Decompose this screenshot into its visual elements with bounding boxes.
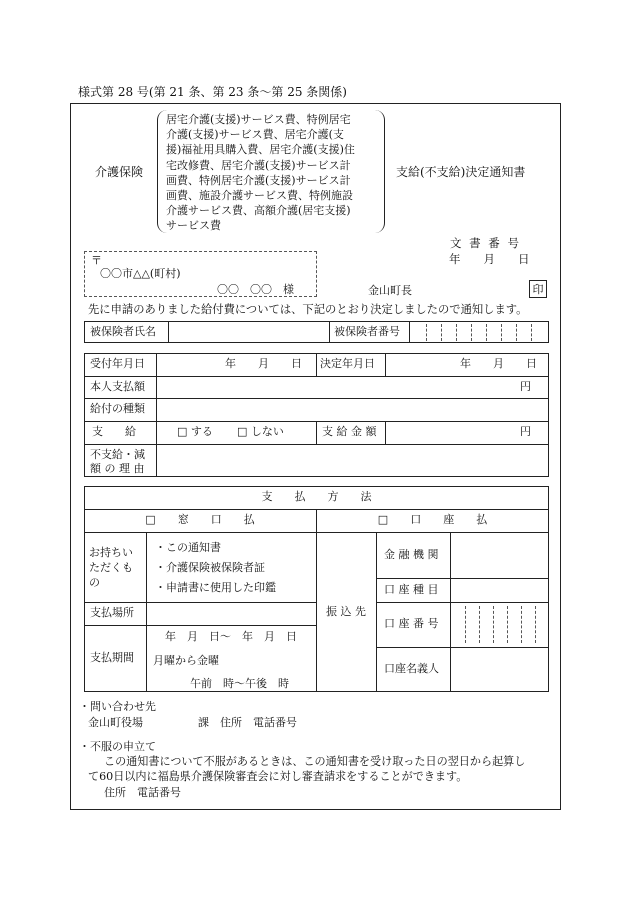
bring-label-line: ただくも <box>89 561 133 574</box>
self-pay-label: 本人支払額 <box>90 379 145 393</box>
payment-place-label: 支払場所 <box>90 606 134 620</box>
payment-method-header: 支 払 方 法 <box>261 490 372 504</box>
inquiry-heading: ・問い合わせ先 <box>79 700 156 713</box>
self-pay-yen: 円 <box>520 379 531 393</box>
objection-heading: ・不服の申立て <box>79 740 156 753</box>
objection-text-2: て60日以内に福島県介護保険審査会に対し審査請求をすることができます。 <box>88 770 468 783</box>
address-city: 〇〇市△△(町村) <box>100 267 181 280</box>
payment-label: 支 給 <box>92 425 136 439</box>
bring-item: ・この通知書 <box>155 541 221 554</box>
title-line: 宅改修費、居宅介護(支援)サービス計 <box>166 158 351 172</box>
insured-number-field[interactable] <box>410 322 548 342</box>
title-line: 画費、施設介護サービス費、特例施設 <box>166 189 353 203</box>
issuer: 金山町長 <box>368 284 412 297</box>
insured-number-label: 被保険者番号 <box>334 324 400 338</box>
bring-item: ・介護保険被保険者証 <box>155 561 265 574</box>
inquiry-contact: 金山町役場 課 住所 電話番号 <box>88 716 297 729</box>
payment-period-label: 支払期間 <box>90 651 134 665</box>
transfer-payment-option[interactable]: □ 口 座 払 <box>377 513 488 527</box>
payment-period-dates: 年 月 日〜 年 月 日 <box>165 630 297 643</box>
bring-label-line: お持ちい <box>89 546 133 559</box>
bring-items-label <box>89 545 133 590</box>
decided-date-value[interactable]: 年 月 日 <box>460 357 537 371</box>
reason-label <box>90 448 145 476</box>
intro-text: 先に申請のありました給付費については、下記のとおり決定しましたので通知します。 <box>88 303 528 316</box>
account-number-label: 口 座 番 号 <box>384 617 439 631</box>
reason-label-line: 額 の 理 由 <box>90 462 145 475</box>
account-number-field[interactable] <box>451 603 548 646</box>
transfer-destination-label: 振 込 先 <box>326 604 366 618</box>
bring-label-line: の <box>89 576 100 589</box>
title-line: 援)福祉用具購入費、居宅介護(支援)住 <box>166 143 355 157</box>
bring-items-list <box>155 538 276 598</box>
objection-text-1: この通知書について不服があるときは、この通知書を受け取った日の翌日から起算し <box>104 755 526 768</box>
decided-date-label: 決定年月日 <box>320 357 375 371</box>
form-number: 様式第 28 号(第 21 条、第 23 条〜第 25 条関係) <box>78 85 347 99</box>
account-holder-label: 口座名義人 <box>384 662 439 676</box>
title-line: 画費、特例居宅介護(支援)サービス計 <box>166 173 351 187</box>
title-line: 介護(支援)サービス費、居宅介護(支 <box>166 128 344 142</box>
benefit-type-label: 給付の種類 <box>90 402 145 416</box>
reason-label-line: 不支給・減 <box>90 448 145 461</box>
address-recipient: 〇〇 〇〇 様 <box>217 283 294 296</box>
payment-period-hours: 午前 時〜午後 時 <box>190 677 289 690</box>
account-type-label: 口 座 種 目 <box>384 582 439 596</box>
title-line: 居宅介護(支援)サービス費、特例居宅 <box>166 113 351 126</box>
title-left: 介護保険 <box>95 165 144 179</box>
bank-label: 金 融 機 関 <box>384 547 439 561</box>
title-right: 支給(不支給)決定通知書 <box>396 165 526 179</box>
insured-name-label: 被保険者氏名 <box>90 324 156 338</box>
doc-date: 年 月 日 <box>449 252 530 266</box>
received-date-value[interactable]: 年 月 日 <box>225 357 302 371</box>
title-service-list <box>166 112 355 234</box>
postal-mark: 〒 <box>91 254 102 267</box>
received-date-label: 受付年月日 <box>90 357 145 371</box>
title-line: 介護サービス費、高額介護(居宅支援) <box>166 204 351 218</box>
payment-option-yes[interactable]: □ する <box>177 425 213 439</box>
bring-item: ・申請書に使用した印鑑 <box>155 581 276 594</box>
payment-amount-label: 支 給 金 額 <box>322 425 377 439</box>
objection-contact: 住所 電話番号 <box>104 786 181 799</box>
payment-period-days: 月曜から金曜 <box>153 654 219 667</box>
title-line: サービス費 <box>166 219 221 233</box>
doc-number-label: 文 書 番 号 <box>450 236 521 250</box>
counter-payment-option[interactable]: □ 窓 口 払 <box>145 513 255 527</box>
payment-amount-yen: 円 <box>520 425 531 439</box>
seal-mark: 印 <box>529 280 547 298</box>
payment-option-no[interactable]: □ しない <box>237 425 284 439</box>
